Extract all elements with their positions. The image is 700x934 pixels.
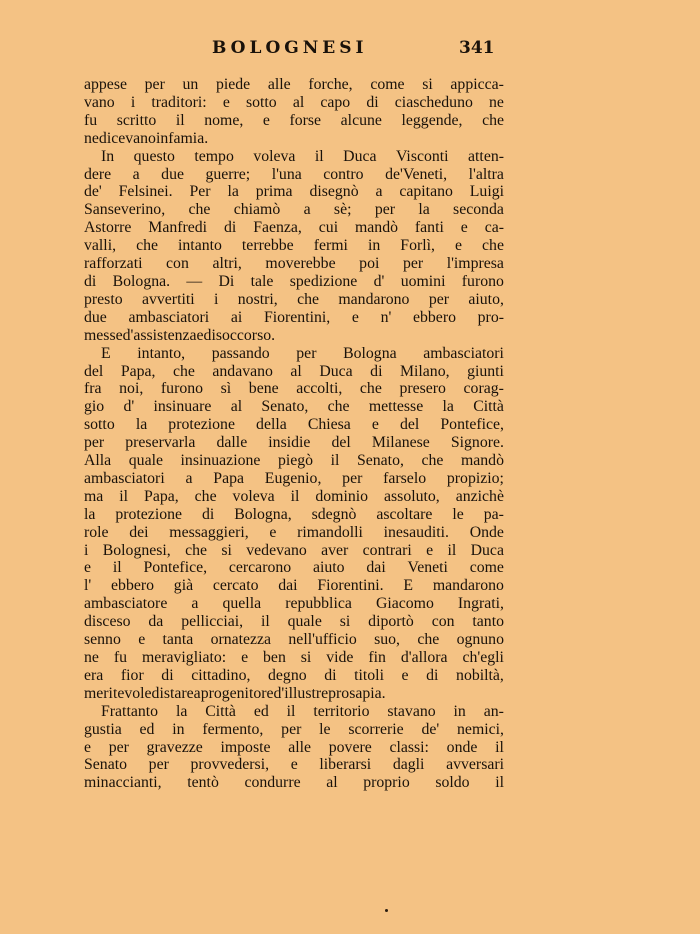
text-line: role dei messaggieri, e rimandolli inesauditi. Onde [84,523,504,541]
text-line: E intanto, passando per Bologna ambasciatori [101,344,504,362]
text-line: gustia ed in fermento, per le scorrerie de' nemici, [84,720,504,738]
text-line: dere a due guerre; l'una contro de'Veneti, l'altra [84,165,504,183]
text-line: disceso da pellicciai, il quale si diportò con tanto [84,613,504,631]
book-page [84,34,504,792]
text-line: ambasciatore a quella repubblica Giacomo Ingrati, [84,595,504,613]
text-line: era fior di cittadino, degno di titoli e di nobiltà, [84,666,504,684]
text-line: e per gravezze imposte alle povere classi: onde il [84,738,504,756]
text-line: l' ebbero già cercato dai Fiorentini. E mandarono [84,577,504,595]
text-line: Astorre Manfredi di Faenza, cui mandò fanti e ca- [84,219,504,237]
text-line: ne fu meravigliato: e ben si vide fin d'allora ch'egli [84,649,504,666]
text-line: senno e tanta ornatezza nell'ufficio suo, che ognuno [84,631,504,649]
text-line: sotto la protezione della Chiesa e del Pontefice, [84,416,504,434]
ink-speck [385,909,388,912]
text-line: meritevole di stare a progenitore d'illustre prosapia. [84,684,386,702]
text-line: due ambasciatori ai Fiorentini, e n' ebbero pro- [84,308,504,326]
text-line: vano i traditori: e sotto al capo di ciascheduno ne [84,93,504,111]
text-line: In questo tempo voleva il Duca Visconti atten- [101,147,504,165]
text-line: ma il Papa, che voleva il dominio assoluto, anzichè [84,487,504,505]
text-line: messe d' assistenza e di soccorso. [84,326,276,344]
text-line: minaccianti, tentò condurre al proprio soldo il [84,774,504,792]
text-line: Senato per provvedersi, e liberarsi dagli avversari [84,756,504,774]
text-line: Alla quale insinuazione piegò il Senato, che mandò [84,452,504,470]
body-text [84,76,504,792]
text-line: Sanseverino, che chiamò a sè; per la seconda [84,201,504,219]
text-line: de' Felsinei. Per la prima disegnò a capitano Luigi [84,183,504,201]
text-line: valli, che intanto terrebbe fermi in Forlì, e che [84,237,504,255]
page-header [84,34,504,64]
text-line: per preservarla dalle insidie del Milanese Signore. [84,434,504,452]
text-line: Frattanto la Città ed il territorio stavano in an- [101,702,504,720]
text-line: rafforzati con altri, moverebbe poi per l'impresa [84,255,504,273]
text-line: del Papa, che andavano al Duca di Milano, giunti [84,362,504,380]
text-line: presto avvertiti i nostri, che mandarono per aiuto, [84,290,504,308]
text-line: e il Pontefice, cercarono aiuto dai Veneti come [84,559,504,577]
page-number: 341 [459,38,495,58]
text-line: i Bolognesi, che si vedevano aver contrari e il Duca [84,541,504,559]
text-line: la protezione di Bologna, sdegnò ascoltare le pa- [84,505,504,523]
text-line: fra noi, furono sì bene accolti, che presero corag- [84,380,504,398]
running-title: BOLOGNESI [212,38,368,58]
text-line: appese per un piede alle forche, come si appicca- [84,76,504,93]
text-line: gio d' insinuare al Senato, che mettesse la Città [84,398,504,416]
text-line: di Bologna. — Di tale spedizione d' uomini furono [84,272,504,290]
text-line: ambasciatori a Papa Eugenio, per farselo propizio; [84,469,504,487]
text-line: ne dicevano infamia. [84,129,209,147]
text-line: fu scritto il nome, e forse alcune leggende, che [84,111,504,129]
